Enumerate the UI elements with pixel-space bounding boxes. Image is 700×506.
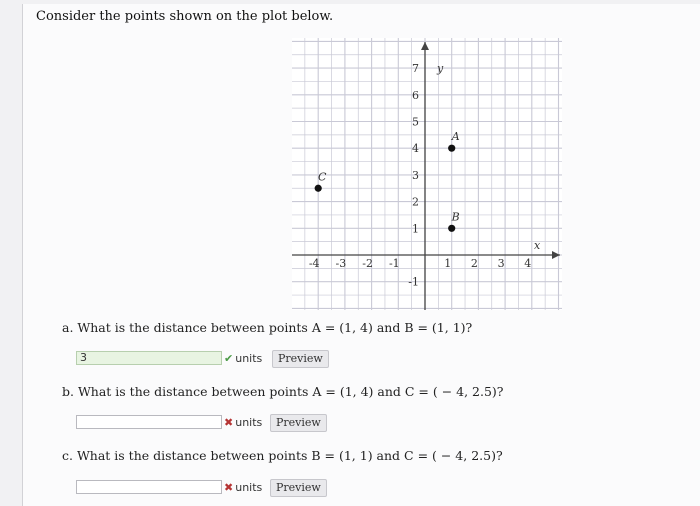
check-icon: ✔: [224, 352, 234, 365]
answer-a-status: [224, 352, 262, 365]
answer-c-status: [224, 481, 262, 494]
preview-b-button[interactable]: Preview: [270, 414, 327, 432]
x-tick-label: 3: [497, 257, 505, 270]
x-icon: ✖: [224, 416, 234, 429]
x-tick-label: 4: [524, 257, 532, 270]
intro-text: Consider the points shown on the plot below.: [36, 9, 334, 24]
y-tick-label: 6: [412, 88, 419, 102]
point-label-b: B: [451, 210, 460, 224]
units-label: units: [235, 416, 263, 429]
y-axis-label: y: [437, 62, 444, 76]
question-b-prompt: b. What is the distance between points A = (1, 4) and C = ( − 4, 2.5)?: [62, 384, 504, 399]
y-tick-label: -1: [408, 275, 419, 289]
point-a: [448, 145, 455, 152]
y-tick-label: 7: [412, 62, 419, 76]
answer-c-input[interactable]: [76, 480, 222, 494]
answer-a-input[interactable]: 3: [76, 351, 222, 365]
coordinate-plot: [292, 38, 562, 310]
x-tick-label: -3: [335, 257, 347, 270]
preview-a-button[interactable]: Preview: [272, 350, 329, 368]
x-tick-label: 2: [470, 257, 478, 270]
answer-b-status: [224, 416, 262, 429]
question-c-prompt: c. What is the distance between points B = (1, 1) and C = ( − 4, 2.5)?: [62, 448, 503, 463]
point-c: [315, 185, 322, 192]
point-label-a: A: [451, 130, 460, 144]
units-label: units: [235, 481, 263, 494]
x-tick-label: 1: [444, 257, 452, 270]
x-tick-label: -2: [362, 257, 373, 270]
units-label: units: [235, 352, 263, 365]
y-tick-label: 1: [412, 222, 419, 236]
question-a-prompt: a. What is the distance between points A = (1, 4) and B = (1, 1)?: [62, 320, 473, 335]
y-tick-label: 5: [412, 115, 419, 129]
plot-background: [292, 38, 562, 310]
y-tick-label: 4: [412, 142, 419, 156]
y-tick-label: 3: [412, 168, 419, 182]
answer-b-input[interactable]: [76, 415, 222, 429]
point-b: [448, 225, 455, 232]
x-icon: ✖: [224, 481, 234, 494]
x-tick-label: -1: [388, 257, 400, 270]
preview-c-button[interactable]: Preview: [270, 479, 327, 497]
point-label-c: C: [317, 170, 327, 184]
x-axis-label: x: [534, 239, 541, 252]
y-tick-label: 2: [412, 195, 419, 209]
x-tick-label: -4: [308, 257, 320, 270]
